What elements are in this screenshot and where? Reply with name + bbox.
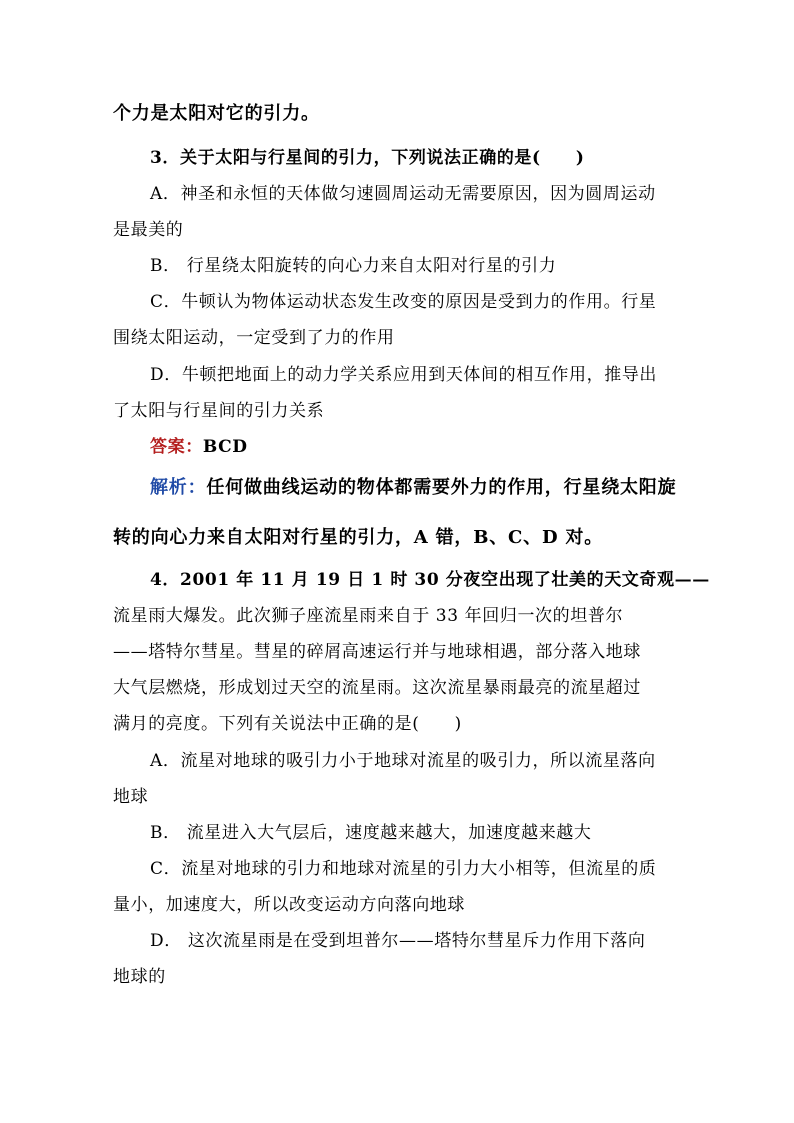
question-4-line-4: 大气层燃烧，形成划过天空的流星雨。这次流星暴雨最亮的流星超过 [113, 678, 641, 698]
option-c-continuation: 围绕太阳运动，一定受到了力的作用 [113, 328, 395, 348]
analysis-line [150, 477, 685, 499]
option-d-continuation: 了太阳与行星间的引力关系 [113, 401, 325, 421]
text-line: 个力是太阳对它的引力。 [113, 103, 320, 124]
question-4-line-3: ——塔特尔彗星。彗星的碎屑高速运行并与地球相遇，部分落入地球 [113, 642, 641, 662]
question-4-line-2: 流星雨大爆发。此次狮子座流星雨来自于 33 年回归一次的坦普尔 [113, 606, 624, 626]
option-c-line: C．牛顿认为物体运动状态发生改变的原因是受到力的作用。行星 [150, 292, 657, 312]
q4-option-d-line: D． 这次流星雨是在受到坦普尔——塔特尔彗星斥力作用下落向 [150, 931, 646, 951]
q4-option-d-continuation: 地球的 [113, 967, 166, 987]
analysis-label: 解析： [150, 477, 207, 498]
q4-option-b-line: B． 流星进入大气层后，速度越来越大，加速度越来越大 [150, 823, 592, 843]
answer-label: 答案： [150, 437, 203, 457]
answer-line [150, 436, 685, 458]
answer-value: BCD [202, 437, 248, 457]
analysis-text: 任何做曲线运动的物体都需要外力的作用，行星绕太阳旋 [206, 477, 677, 498]
option-d-line: D．牛顿把地面上的动力学关系应用到天体间的相互作用，推导出 [150, 365, 658, 385]
q4-option-c-continuation: 量小，加速度大，所以改变运动方向落向地球 [113, 895, 465, 915]
option-a-line: A．神圣和永恒的天体做匀速圆周运动无需要原因，因为圆周运动 [150, 184, 656, 204]
q4-option-a-continuation: 地球 [113, 787, 149, 807]
q4-option-a-line: A．流星对地球的吸引力小于地球对流星的吸引力，所以流星落向 [150, 751, 656, 771]
option-b-line: B． 行星绕太阳旋转的向心力来自太阳对行星的引力 [150, 256, 557, 276]
analysis-continuation: 转的向心力来自太阳对行星的引力，A 错，B、C、D 对。 [113, 527, 604, 548]
question-4-stem: 4．2001 年 11 月 19 日 1 时 30 分夜空出现了壮美的天文奇观—— [150, 570, 710, 590]
question-3-stem: 3．关于太阳与行星间的引力，下列说法正确的是( ) [150, 148, 585, 168]
q4-option-c-line: C．流星对地球的引力和地球对流星的引力大小相等，但流星的质 [150, 859, 657, 879]
question-4-line-5: 满月的亮度。下列有关说法中正确的是( ) [113, 714, 462, 734]
option-a-continuation: 是最美的 [113, 220, 184, 240]
